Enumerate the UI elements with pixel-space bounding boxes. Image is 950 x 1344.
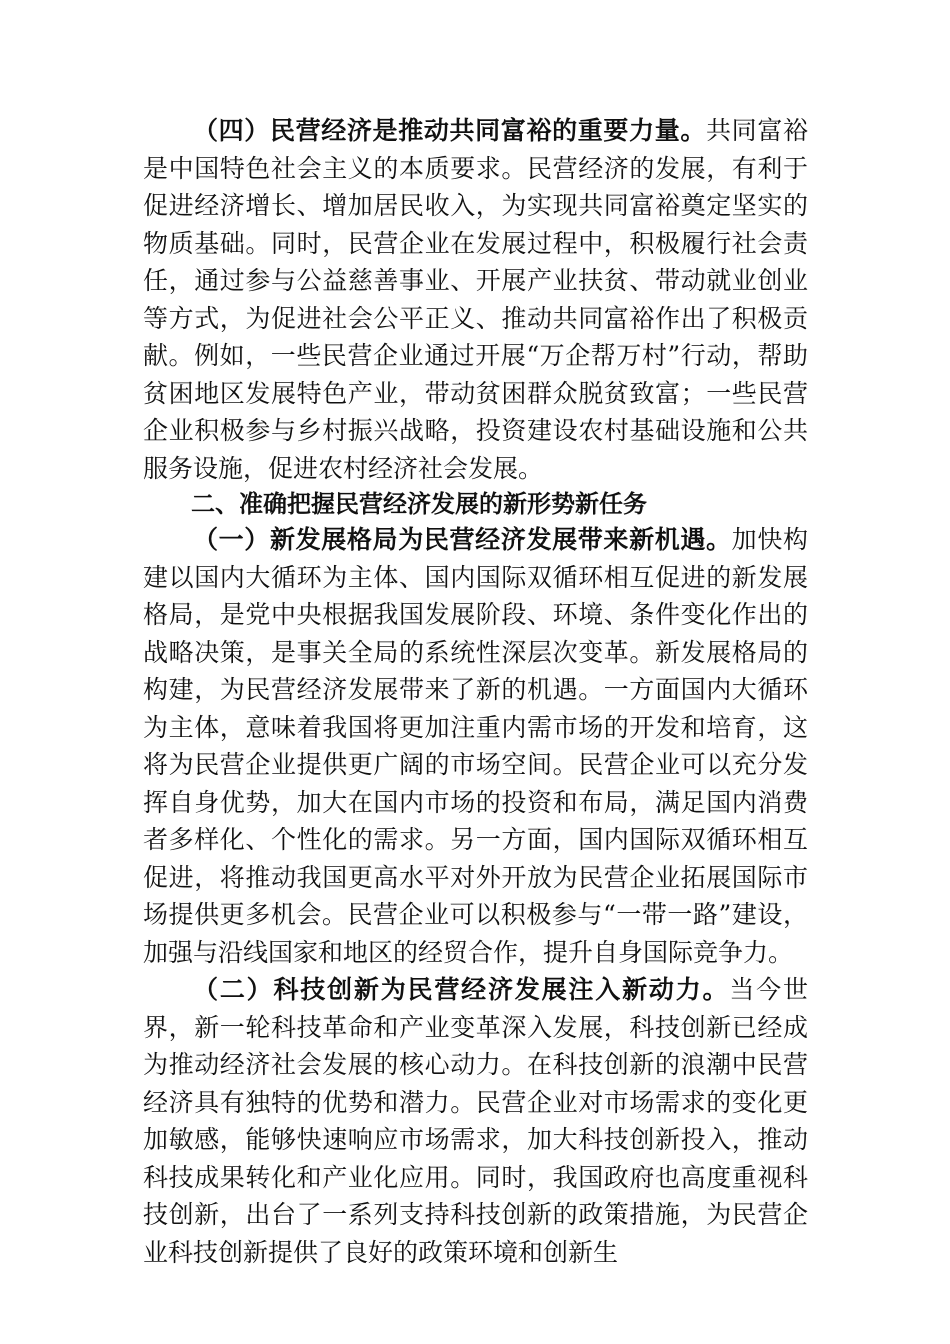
paragraph-tech-innovation bbox=[143, 971, 808, 1271]
document-page bbox=[143, 112, 808, 1271]
paragraph-lead: （四）民营经济是推动共同富裕的重要力量。 bbox=[193, 116, 707, 145]
paragraph-body: 共同富裕是中国特色社会主义的本质要求。民营经济的发展，有利于促进经济增长、增加居民收入，为实现共同富裕奠定坚实的物质基础。同时，民营企业在发展过程中，积极履行社会责任，通过参与公益慈善事业、开展产业扶贫、带动就业创业等方式，为促进社会公平正义、推动共同富裕作出了积极贡献。例如，一些民营企业通过开展“万企帮万村”行动，帮助贫困地区发展特色产业，带动贫困群众脱贫致富；一些民营企业积极参与乡村振兴战略，投资建设农村基础设施和公共服务设施，促进农村经济社会发展。 bbox=[143, 116, 808, 483]
paragraph-body: 当今世界，新一轮科技革命和产业变革深入发展，科技创新已经成为推动经济社会发展的核心动力。在科技创新的浪潮中民营经济具有独特的优势和潜力。民营企业对市场需求的变化更加敏感，能够快速响应市场需求，加大科技创新投入，推动科技成果转化和产业化应用。同时，我国政府也高度重视科技创新，出台了一系列支持科技创新的政策措施，为民营企业科技创新提供了良好的政策环境和创新生 bbox=[143, 975, 808, 1267]
paragraph-new-development-pattern bbox=[143, 521, 808, 971]
paragraph-lead: （一）新发展格局为民营经济发展带来新机遇。 bbox=[193, 525, 732, 554]
paragraph-body: 加快构建以国内大循环为主体、国内国际双循环相互促进的新发展格局，是党中央根据我国发展阶段、环境、条件变化作出的战略决策，是事关全局的系统性深层次变革。新发展格局的构建，为民营经济发展带来了新的机遇。一方面国内大循环为主体，意味着我国将更加注重内需市场的开发和培育，这将为民营企业提供更广阔的市场空间。民营企业可以充分发挥自身优势，加大在国内市场的投资和布局，满足国内消费者多样化、个性化的需求。另一方面，国内国际双循环相互促进，将推动我国更高水平对外开放为民营企业拓展国际市场提供更多机会。民营企业可以积极参与“一带一路”建设，加强与沿线国家和地区的经贸合作，提升自身国际竞争力。 bbox=[143, 525, 808, 967]
paragraph-lead: （二）科技创新为民营经济发展注入新动力。 bbox=[193, 975, 730, 1004]
section-heading: 二、准确把握民营经济发展的新形势新任务 bbox=[191, 490, 647, 518]
paragraph-common-prosperity bbox=[143, 112, 808, 487]
